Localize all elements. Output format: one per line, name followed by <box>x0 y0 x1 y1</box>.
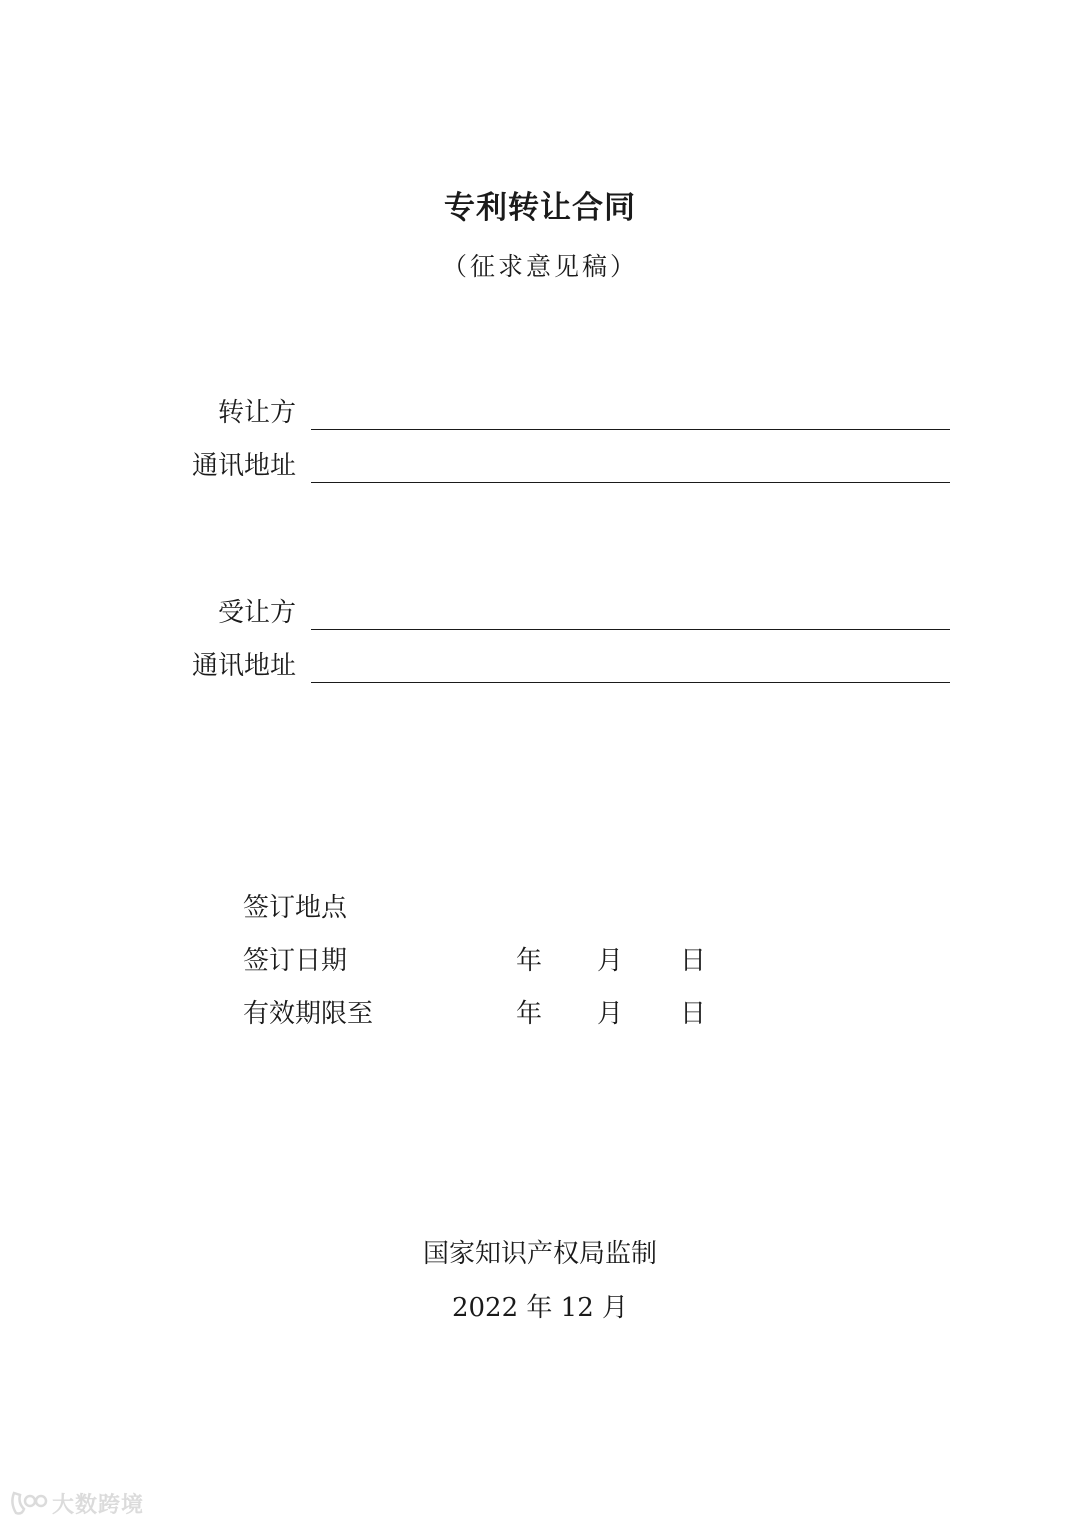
validity-row <box>243 996 763 1032</box>
transferor-address-label: 通讯地址 <box>191 451 296 481</box>
signing-date-label: 签订日期 <box>243 946 348 976</box>
validity-label: 有效期限至 <box>243 999 374 1029</box>
watermark-text: 大数跨境 <box>52 1492 145 1518</box>
transferee-label: 受让方 <box>217 598 296 628</box>
publication-date: 2022 年 12 月 <box>451 1293 629 1323</box>
transferor-input-line[interactable] <box>311 428 950 430</box>
signing-date-row <box>243 943 763 979</box>
validity-month-unit: 月 <box>597 999 624 1029</box>
document-title: 专利转让合同 <box>444 190 636 226</box>
shield-logo-icon <box>8 1489 48 1517</box>
transferor-row <box>180 390 950 430</box>
transferee-row <box>180 590 950 630</box>
transferee-input-line[interactable] <box>311 628 950 630</box>
signing-place-row <box>243 890 763 926</box>
supervising-organization: 国家知识产权局监制 <box>422 1239 657 1269</box>
signing-place-label: 签订地点 <box>243 893 348 923</box>
watermark <box>8 1488 144 1518</box>
signing-day-unit: 日 <box>680 946 707 976</box>
transferee-address-label: 通讯地址 <box>191 651 296 681</box>
document-subtitle: （征求意见稿） <box>441 252 638 281</box>
transferor-label: 转让方 <box>217 398 296 428</box>
validity-year-unit: 年 <box>516 999 543 1029</box>
signing-month-unit: 月 <box>597 946 624 976</box>
transferor-address-input-line[interactable] <box>311 481 950 483</box>
validity-day-unit: 日 <box>680 999 707 1029</box>
transferor-address-row <box>180 443 950 483</box>
transferee-address-row <box>180 643 950 683</box>
signing-year-unit: 年 <box>516 946 543 976</box>
transferee-address-input-line[interactable] <box>311 681 950 683</box>
